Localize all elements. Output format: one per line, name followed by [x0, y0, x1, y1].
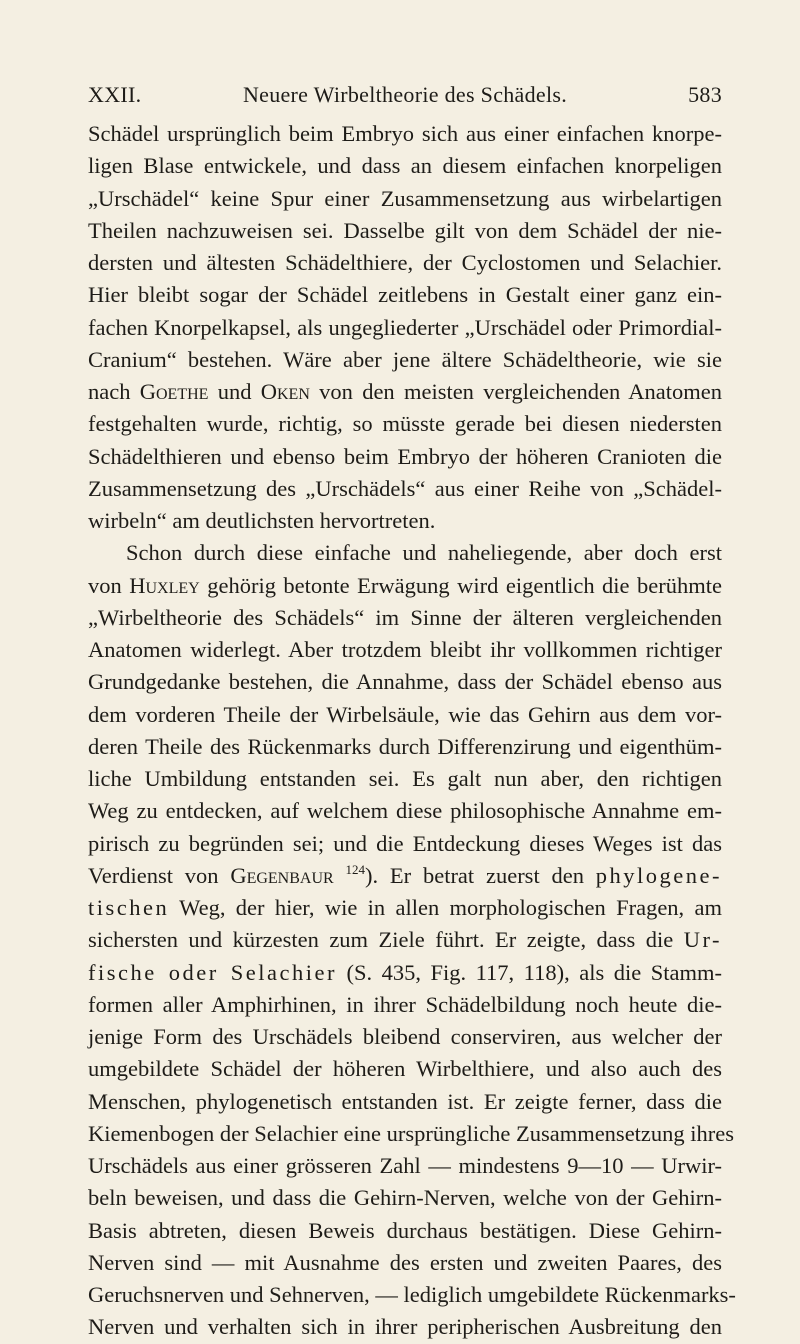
- text-line: fachen Knorpelkapsel, als ungegliederter „Urschädel oder Primordial-: [88, 314, 722, 340]
- author-name-gegenbaur: Gegenbaur: [230, 862, 334, 888]
- text-line: Grundgedanke bestehen, die Annahme, dass der Schädel ebenso aus: [88, 669, 722, 695]
- text-line: Anatomen widerlegt. Aber trotzdem bleibt ihr vollkommen richtiger: [88, 637, 722, 662]
- text-line: jenige Form des Urschädels bleibend conserviren, aus welcher der: [88, 1024, 722, 1049]
- text-line: Theilen nachzuweisen sei. Dasselbe gilt von dem Schädel der nie-: [88, 217, 722, 243]
- text-line: [88, 860, 722, 892]
- text-line: Nerven sind — mit Ausnahme des ersten und zweiten Paares, des: [88, 1249, 722, 1275]
- text-line: Hier bleibt sogar der Schädel zeitlebens in Gestalt einer ganz ein-: [88, 282, 722, 308]
- body-text: [88, 118, 736, 1344]
- footnote-reference: 124: [345, 861, 365, 877]
- text-line: Schädel ursprünglich beim Embryo sich aus einer einfachen knorpe-: [88, 121, 722, 146]
- text-run: (S. 435, Fig. 117, 118), als die Stamm-: [336, 959, 722, 985]
- text-line: „Urschädel“ keine Spur einer Zusammensetzung aus wirbelartigen: [88, 185, 722, 211]
- text-line: „Wirbeltheorie des Schädels“ im Sinne der älteren vergleichenden: [88, 604, 722, 630]
- running-title: Neuere Wirbeltheorie des Schädels.: [242, 82, 568, 107]
- author-name-goethe: Goethe: [139, 379, 209, 404]
- page-number: 583: [688, 82, 722, 107]
- text-line: [88, 892, 722, 924]
- text-line: beln beweisen, und dass die Gehirn-Nerven, welche von der Gehirn-: [88, 1185, 722, 1211]
- text-line: festgehalten wurde, richtig, so müsste gerade bei diesen niedersten: [88, 411, 722, 437]
- emphasis-spaced: Ur-: [683, 927, 722, 953]
- text-run: von den meisten vergleichenden Anatomen: [309, 379, 722, 404]
- text-line: [88, 924, 722, 956]
- text-line: [88, 570, 722, 602]
- text-line: [88, 376, 722, 408]
- text-line: dem vorderen Theile der Wirbelsäule, wie das Gehirn aus dem vor-: [88, 701, 722, 727]
- text-line: Weg zu entdecken, auf welchem diese philosophische Annahme em-: [88, 798, 722, 824]
- text-run: Verdienst von: [88, 862, 231, 888]
- text-run: von: [88, 572, 130, 598]
- text-line: Nerven und verhalten sich in ihrer peripherischen Ausbreitung den: [88, 1314, 722, 1340]
- text-line: Zusammensetzung des „Urschädels“ aus einer Reihe von „Schädel-: [88, 475, 722, 501]
- author-name-huxley: Huxley: [129, 572, 200, 598]
- text-line: Schädelthieren und ebenso beim Embryo der höheren Cranioten die: [88, 443, 722, 469]
- text-line: Kiemenbogen der Selachier eine ursprüngliche Zusammensetzung ihres: [88, 1120, 735, 1146]
- running-header: [88, 82, 722, 112]
- text-line: dersten und ältesten Schädelthiere, der Cyclostomen und Selachier.: [88, 250, 722, 275]
- text-line: umgebildete Schädel der höheren Wirbelthiere, und also auch des: [88, 1056, 722, 1082]
- text-line: liche Umbildung entstanden sei. Es galt nun aber, den richtigen: [88, 766, 722, 791]
- text-line: formen aller Amphirhinen, in ihrer Schädelbildung noch heute die-: [88, 991, 722, 1017]
- text-line: Basis abtreten, diesen Beweis durchaus bestätigen. Diese Gehirn-: [88, 1217, 722, 1243]
- text-line: wirbeln“ am deutlichsten hervortreten.: [88, 508, 436, 533]
- text-run: und: [208, 379, 261, 404]
- text-line: ligen Blase entwickele, und dass an diesem einfachen knorpeligen: [88, 153, 722, 179]
- text-line: Geruchsnerven und Sehnerven, — lediglich umgebildete Rückenmarks-: [88, 1282, 736, 1307]
- text-line: pirisch zu begründen sei; und die Entdeckung dieses Weges ist das: [88, 830, 722, 856]
- text-line: Menschen, phylogenetisch entstanden ist. Er zeigte ferner, dass die: [88, 1088, 722, 1114]
- text-line: Schon durch diese einfache und naheliegende, aber doch erst: [126, 540, 722, 566]
- emphasis-spaced: tischen: [88, 895, 170, 920]
- author-name-oken: Oken: [260, 379, 310, 404]
- text-run: gehörig betonte Erwägung wird eigentlich die berühmte: [199, 572, 723, 598]
- text-run: nach: [88, 379, 140, 404]
- text-run: [334, 863, 346, 888]
- text-line: [88, 957, 722, 989]
- chapter-number: XXII.: [88, 82, 142, 107]
- text-line: Urschädels aus einer grösseren Zahl — mindestens 9—10 — Urwir-: [88, 1153, 722, 1178]
- emphasis-spaced: phylogene-: [595, 862, 722, 888]
- text-run: ). Er betrat zuerst den: [365, 862, 596, 888]
- text-line: Cranium“ bestehen. Wäre aber jene ältere Schädeltheorie, wie sie: [88, 346, 722, 372]
- text-run: sichersten und kürzesten zum Ziele führt. Er zeigte, dass die: [88, 927, 684, 953]
- emphasis-spaced: fische oder Selachier: [88, 959, 337, 985]
- text-run: Weg, der hier, wie in allen morphologischen Fragen, am: [169, 895, 722, 920]
- text-line: deren Theile des Rückenmarks durch Differenzirung und eigenthüm-: [88, 733, 722, 759]
